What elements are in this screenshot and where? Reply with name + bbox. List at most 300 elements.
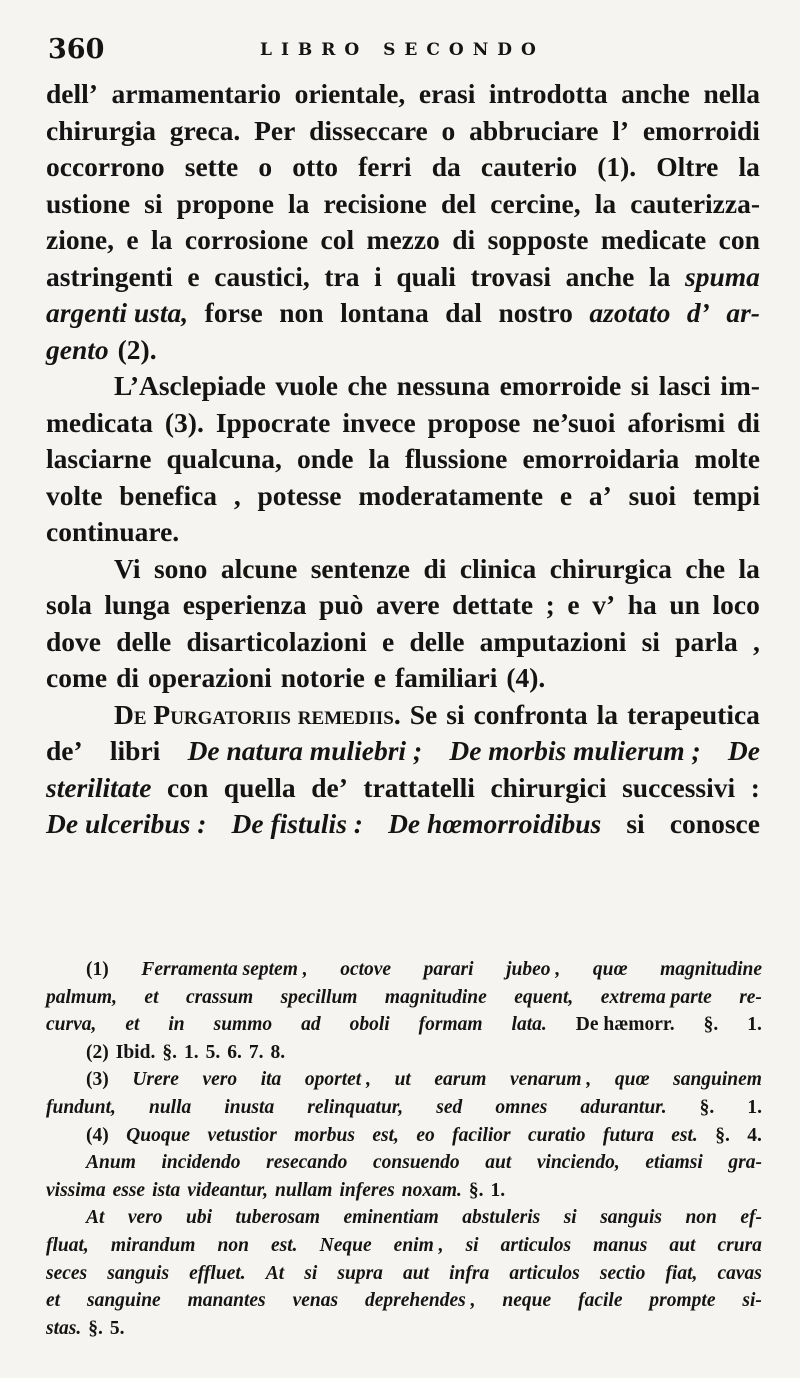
latin-text: curva, <box>46 1014 97 1036</box>
word: : <box>750 771 760 803</box>
word: di <box>116 662 140 693</box>
word: suoi <box>628 479 676 511</box>
word: la <box>596 698 619 730</box>
latin-text: sanguinem <box>673 1069 762 1091</box>
latin-text: eminentiam <box>343 1207 439 1229</box>
word: può <box>319 589 364 620</box>
latin-text: articulos <box>500 1234 572 1256</box>
latin-text: futura <box>602 1124 654 1146</box>
latin-text: vetustior <box>207 1124 277 1146</box>
word: dove <box>46 625 101 657</box>
citation: 1. <box>183 1041 199 1063</box>
word: erasi <box>418 78 476 109</box>
book-title: De ulceribus : <box>46 808 207 839</box>
text-line <box>46 514 760 551</box>
latin-text: non <box>217 1234 249 1256</box>
latin-text: non <box>685 1207 717 1229</box>
word: aforismi <box>627 406 726 438</box>
word: ferri <box>358 151 412 182</box>
citation: §. <box>468 1179 484 1201</box>
footnote-marker: (3) <box>86 1069 109 1091</box>
word: , <box>233 479 241 511</box>
latin-text: re- <box>739 986 762 1008</box>
footnote-line <box>46 984 762 1012</box>
text-line <box>46 222 760 259</box>
word: Per <box>254 114 296 146</box>
footnote-line <box>46 1204 762 1232</box>
latin-text: curatio <box>528 1124 586 1146</box>
word: conosce <box>669 808 760 839</box>
latin-text: resecando <box>266 1152 348 1174</box>
word: tra <box>324 260 360 292</box>
word: L’Asclepiade <box>114 370 266 401</box>
section-heading: De Purgatoriis remediis. <box>114 698 401 730</box>
footnote-line <box>46 1066 762 1094</box>
word: che <box>685 552 726 584</box>
text-line <box>46 332 760 369</box>
latin-text: vissima <box>46 1179 106 1201</box>
latin-text: ef- <box>740 1207 762 1229</box>
italic-term: argenti usta, <box>46 297 189 328</box>
word: lasci <box>658 370 711 401</box>
latin-text: formam <box>418 1014 483 1036</box>
text-line <box>46 405 760 442</box>
latin-text: crassum <box>185 986 254 1008</box>
word: di <box>737 406 760 438</box>
word: e <box>373 662 386 693</box>
latin-text: oportet , <box>304 1069 371 1091</box>
word: chirurgia <box>46 114 156 146</box>
latin-text: ut <box>394 1069 411 1091</box>
citation: 5. <box>109 1317 125 1339</box>
word: im- <box>720 370 760 401</box>
latin-text: venarum , <box>510 1069 592 1091</box>
latin-text: ubi <box>186 1207 213 1229</box>
word: mezzo <box>366 224 440 255</box>
citation: 1. <box>747 1014 762 1036</box>
word: disarticolazioni <box>186 625 367 657</box>
word: delle <box>116 625 172 657</box>
citation: 4. <box>747 1124 762 1146</box>
word: i <box>374 260 382 292</box>
word: si <box>641 625 660 657</box>
book-title: De morbis mulierum ; <box>449 735 701 766</box>
word: esperienza <box>182 589 307 620</box>
latin-text: effluet. <box>189 1262 246 1284</box>
text-line <box>46 770 760 807</box>
latin-text: Neque <box>319 1234 372 1256</box>
citation: De hæmorr. <box>575 1014 675 1036</box>
word: medicata <box>46 406 153 438</box>
word: benefica <box>119 479 218 511</box>
footnote-line <box>46 1260 762 1288</box>
citation: 5. <box>205 1041 221 1063</box>
latin-text: ad <box>301 1014 321 1036</box>
latin-text: si <box>304 1262 318 1284</box>
word: lontana <box>340 297 429 328</box>
word: occorrono <box>46 151 165 182</box>
latin-text: relinquatur, <box>307 1096 404 1118</box>
word: trattatelli <box>363 771 475 803</box>
word: un <box>669 589 700 620</box>
word: non <box>279 297 324 328</box>
word: armamentario <box>111 78 282 109</box>
word: e <box>559 479 573 511</box>
latin-text: facile <box>578 1290 623 1312</box>
latin-text: seces <box>46 1262 88 1284</box>
footnote-marker: (4) <box>86 1124 109 1146</box>
latin-text: inferes <box>339 1179 395 1201</box>
latin-text: palmum, <box>46 986 117 1008</box>
latin-text: oboli <box>349 1014 390 1036</box>
latin-text: Urere <box>132 1069 179 1091</box>
word: libri <box>109 735 161 766</box>
latin-text: sectio <box>599 1262 646 1284</box>
word: come <box>46 662 108 693</box>
word: e <box>567 589 580 620</box>
word: amputazioni <box>479 625 627 657</box>
latin-text: equent, <box>514 986 574 1008</box>
word: caustici, <box>214 260 310 292</box>
word: Vi <box>114 552 141 584</box>
word: da <box>431 151 461 182</box>
word: recisione <box>323 187 427 219</box>
word: sono <box>153 552 208 584</box>
latin-text: nullam <box>275 1179 333 1201</box>
latin-text: fundunt, <box>46 1096 116 1118</box>
word: abbruciare <box>469 114 599 146</box>
text-line <box>46 259 760 296</box>
italic-term: azotato <box>589 297 671 328</box>
footnote-line <box>46 956 762 984</box>
word: lunga <box>104 589 171 620</box>
word: e <box>381 625 395 657</box>
text-line <box>46 697 760 734</box>
word: corrosione <box>184 224 309 255</box>
footnote-line <box>46 1039 762 1067</box>
latin-text: magnitudine <box>660 959 762 980</box>
word: flussione <box>405 443 508 474</box>
citation: Ibid. <box>115 1041 156 1063</box>
italic-term: ar- <box>726 297 760 328</box>
word: si <box>626 808 645 839</box>
latin-text: si <box>465 1234 479 1256</box>
word: Oltre <box>656 151 719 182</box>
word: qualcuna, <box>166 443 282 474</box>
latin-text: venas <box>292 1290 339 1312</box>
italic-term: spuma <box>685 260 760 292</box>
word: propose <box>427 406 521 438</box>
latin-text: est, <box>372 1124 399 1146</box>
citation: §. <box>703 1014 719 1036</box>
footnotes <box>46 956 762 1342</box>
latin-text: inusta <box>224 1096 275 1118</box>
text-line <box>46 478 760 515</box>
latin-text: eo <box>416 1124 435 1146</box>
word: , <box>753 625 760 657</box>
word: operazioni <box>148 662 272 693</box>
word: dell’ <box>46 78 98 109</box>
word: la <box>288 187 310 219</box>
word: la <box>649 260 671 292</box>
latin-text: sanguine <box>87 1290 161 1312</box>
word: astringenti <box>46 260 173 292</box>
latin-text: aut <box>403 1262 430 1284</box>
word: zione, <box>46 224 114 255</box>
word: medicate <box>600 224 707 255</box>
latin-text: cavas <box>717 1262 762 1284</box>
word: nostro <box>498 297 573 328</box>
word: dal <box>445 297 482 328</box>
latin-text: ita <box>260 1069 282 1091</box>
latin-text: ista <box>152 1179 181 1201</box>
word: emorroidi <box>642 114 760 146</box>
word: disseccare <box>309 114 428 146</box>
text-line <box>46 295 760 332</box>
word: ; <box>545 589 555 620</box>
latin-text: supra <box>337 1262 383 1284</box>
latin-text: Ferramenta septem , <box>141 959 308 980</box>
footnote-marker: (2) <box>86 1041 109 1063</box>
latin-text: in <box>168 1014 185 1036</box>
footnote-ref: (3). <box>164 406 204 438</box>
word: parla <box>675 625 738 657</box>
footnote-ref: (1). <box>597 151 637 182</box>
latin-text: lata. <box>511 1014 547 1036</box>
word: anche <box>621 78 690 109</box>
word: emorroidaria <box>522 443 680 474</box>
word: chirurgica <box>549 552 672 584</box>
word: sette <box>184 151 239 182</box>
citation: 1. <box>747 1096 762 1118</box>
latin-text: esse <box>112 1179 146 1201</box>
latin-text: magnitudine <box>384 986 487 1008</box>
latin-text: et <box>144 986 159 1008</box>
word: sentenze <box>310 552 411 584</box>
word: si <box>446 698 465 730</box>
word: molte <box>694 443 760 474</box>
latin-text: tuberosam <box>235 1207 320 1229</box>
text-line <box>46 624 760 661</box>
latin-text: vero <box>127 1207 163 1229</box>
word: nella <box>703 78 760 109</box>
word: quali <box>396 260 456 292</box>
latin-text: articulos <box>509 1262 580 1284</box>
word: la <box>151 224 173 255</box>
text-line <box>46 149 760 186</box>
word: e <box>126 224 139 255</box>
word: col <box>320 224 355 255</box>
text-line <box>46 441 760 478</box>
latin-text: At <box>265 1262 285 1284</box>
footnote-line <box>46 1149 762 1177</box>
word: di <box>452 224 476 255</box>
footnote-marker: (1) <box>86 959 109 980</box>
book-title: sterilitate <box>46 771 152 803</box>
footnote-ref: (4). <box>506 662 546 693</box>
latin-text: extrema parte <box>600 986 712 1008</box>
word: la <box>594 187 617 219</box>
word: greca. <box>169 114 241 146</box>
citation: §. <box>699 1096 715 1118</box>
latin-text: At <box>86 1207 105 1229</box>
running-title: LIBRO SECONDO <box>260 40 545 60</box>
latin-text: infra <box>449 1262 490 1284</box>
latin-text: est. <box>271 1234 298 1256</box>
word: sopposte <box>487 224 589 255</box>
latin-text: mirandum <box>110 1234 196 1256</box>
word: la <box>738 151 760 182</box>
word: familiari <box>395 662 498 693</box>
running-head <box>48 34 768 66</box>
word: onde <box>296 443 354 474</box>
latin-text: aut <box>485 1152 512 1174</box>
italic-term: d’ <box>686 297 710 328</box>
word: propone <box>176 187 274 219</box>
footnote-ref: (2). <box>117 333 157 365</box>
latin-text: earum <box>434 1069 487 1091</box>
latin-text: nulla <box>148 1096 192 1118</box>
latin-text: si- <box>742 1290 762 1312</box>
citation: §. <box>162 1041 177 1063</box>
latin-text: noxam. <box>401 1179 462 1201</box>
word: l’ <box>612 114 630 146</box>
text-line <box>46 186 760 223</box>
footnote-line <box>46 1122 762 1150</box>
latin-text: deprehendes , <box>365 1290 476 1312</box>
latin-text: incidendo <box>161 1152 241 1174</box>
word: si <box>144 187 163 219</box>
latin-text: consuendo <box>373 1152 460 1174</box>
latin-text: sanguis <box>107 1262 170 1284</box>
word: moderatamente <box>358 479 544 511</box>
latin-text: adurantur. <box>580 1096 667 1118</box>
word: otto <box>292 151 339 182</box>
latin-text: fiat, <box>665 1262 698 1284</box>
citation: 1. <box>490 1179 506 1201</box>
word: sola <box>46 589 92 620</box>
latin-text: prompte <box>649 1290 716 1312</box>
footnote-line <box>46 1287 762 1315</box>
word: trovasi <box>470 260 552 292</box>
latin-text: abstuleris <box>462 1207 541 1229</box>
latin-text: et <box>125 1014 140 1036</box>
word: con <box>718 224 760 255</box>
word: forse <box>204 297 263 328</box>
text-line <box>46 587 760 624</box>
latin-text: et <box>46 1290 61 1312</box>
text-line <box>46 551 760 588</box>
footnote-line <box>46 1011 762 1039</box>
word: con <box>166 771 209 803</box>
word: confronta <box>473 698 588 730</box>
latin-text: jubeo , <box>506 959 561 980</box>
word: introdotta <box>488 78 608 109</box>
latin-text: gra- <box>728 1152 762 1174</box>
latin-text: quœ <box>592 959 628 980</box>
latin-text: fluat, <box>46 1234 89 1256</box>
body-text <box>46 76 760 843</box>
word: la <box>738 552 760 584</box>
word: cauterizza- <box>630 187 760 219</box>
word: o <box>258 151 273 182</box>
text-line <box>46 76 760 113</box>
book-title: De hœmorroidibus <box>388 808 602 839</box>
book-title: De <box>727 735 760 766</box>
latin-text: summo <box>213 1014 273 1036</box>
word: loco <box>712 589 760 620</box>
latin-text: omnes <box>495 1096 548 1118</box>
citation: §. <box>715 1124 730 1146</box>
word: v’ <box>592 589 616 620</box>
word: del <box>441 187 477 219</box>
word: si <box>630 370 650 401</box>
word: ustione <box>46 187 131 219</box>
latin-text: facilior <box>452 1124 511 1146</box>
word: volte <box>46 479 103 511</box>
word: vuole <box>275 370 338 401</box>
word: dettate <box>452 589 534 620</box>
latin-text: morbus <box>294 1124 355 1146</box>
latin-text: Anum <box>86 1152 136 1174</box>
citation: 8. <box>270 1041 286 1063</box>
latin-text: si <box>563 1207 577 1229</box>
latin-text: manantes <box>187 1290 266 1312</box>
text-line <box>46 113 760 150</box>
word: Ippocrate <box>215 406 331 438</box>
latin-text: parari <box>423 959 474 980</box>
latin-text: etiamsi <box>645 1152 703 1174</box>
footnote-line <box>46 1315 762 1343</box>
word: orientale, <box>294 78 406 109</box>
word: nessuna <box>396 370 491 401</box>
word: de’ <box>311 771 348 803</box>
word: la <box>368 443 390 474</box>
latin-text: stas. <box>46 1317 82 1339</box>
word: chirurgici <box>490 771 607 803</box>
citation: §. <box>88 1317 103 1339</box>
word: o <box>441 114 456 146</box>
text-line <box>46 806 760 843</box>
latin-text: vinciendo, <box>536 1152 620 1174</box>
word: continuare. <box>46 516 180 547</box>
latin-text: octove <box>340 959 392 980</box>
word: notorie <box>280 662 365 693</box>
word: alcune <box>220 552 298 584</box>
word: lasciarne <box>46 443 152 474</box>
word: cercine, <box>490 187 581 219</box>
word: di <box>423 552 447 584</box>
word: emorroide <box>499 370 622 401</box>
footnote-line <box>46 1094 762 1122</box>
latin-text: sanguis <box>600 1207 662 1229</box>
word: Se <box>409 698 438 730</box>
latin-text: aut <box>669 1234 696 1256</box>
word: anche <box>565 260 635 292</box>
word: avere <box>375 589 440 620</box>
footnote-line <box>46 1232 762 1260</box>
latin-text: enim , <box>393 1234 444 1256</box>
word: tempi <box>692 479 760 511</box>
word: invece <box>342 406 416 438</box>
word: quella <box>223 771 296 803</box>
latin-text: neque <box>502 1290 552 1312</box>
word: a’ <box>588 479 612 511</box>
word: ne’suoi <box>532 406 616 438</box>
citation: 7. <box>248 1041 264 1063</box>
page-number: 360 <box>48 34 105 65</box>
word: e <box>187 260 200 292</box>
